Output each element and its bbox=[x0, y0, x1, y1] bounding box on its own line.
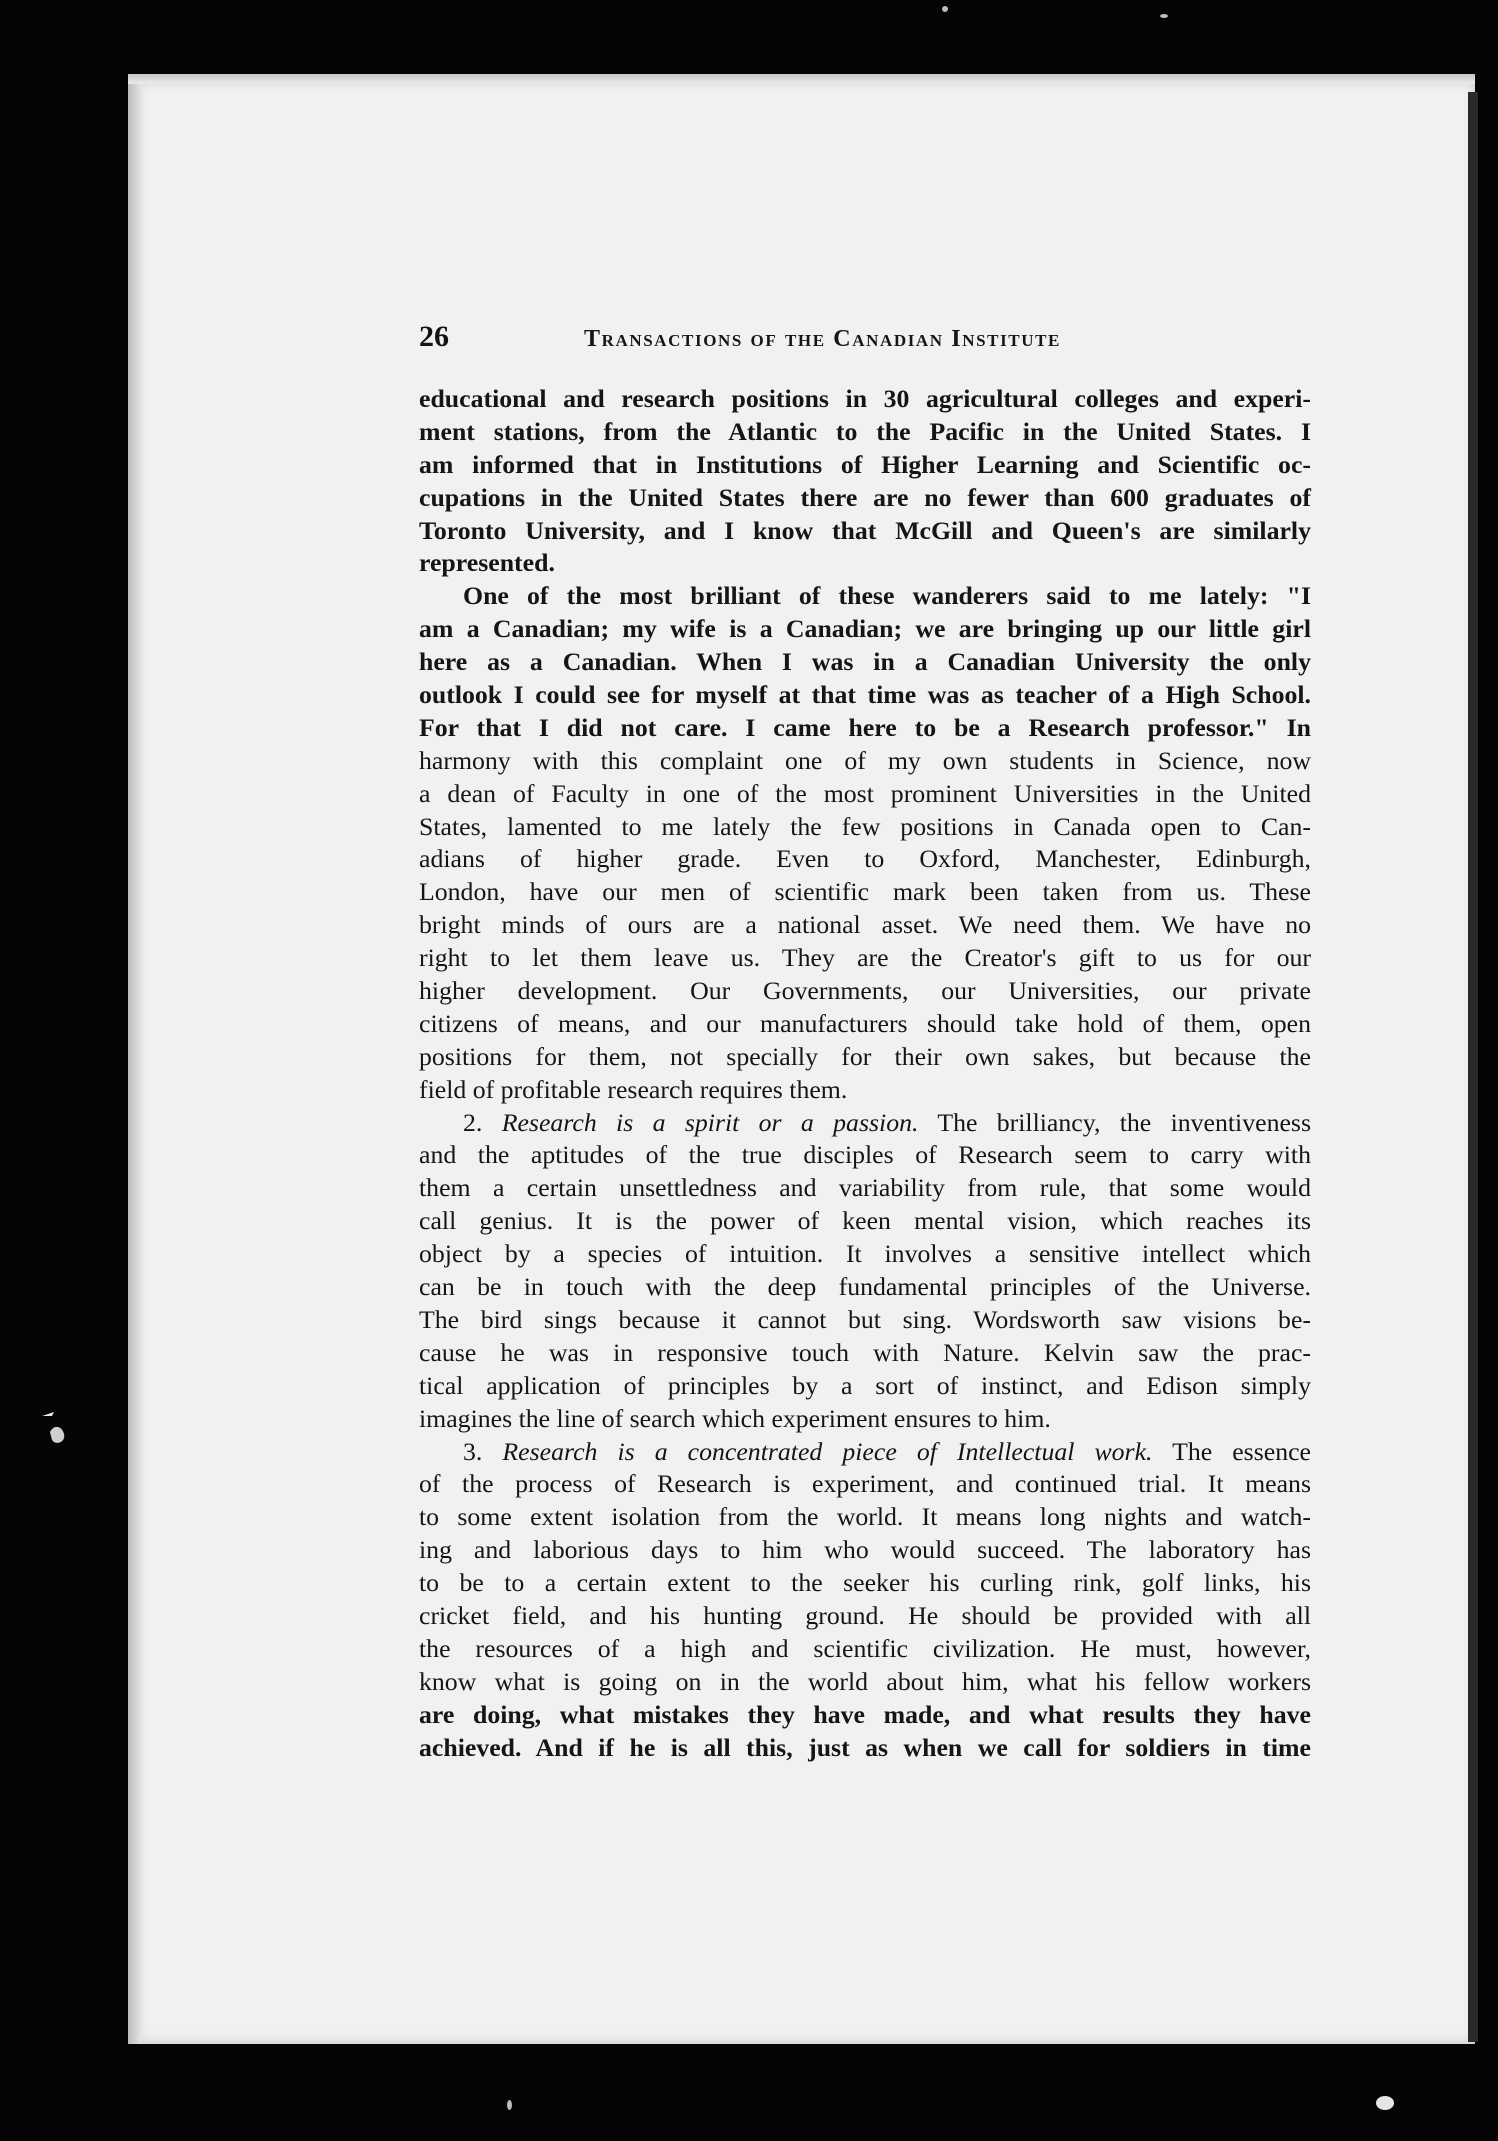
text-line: positions for them, not specially for their own sakes, but because the bbox=[419, 1041, 1311, 1071]
text-line: to be to a certain extent to the seeker his curling rink, golf links, his bbox=[419, 1568, 1311, 1598]
text-line: Toronto University, and I know that McGill and Queen's are similarly bbox=[419, 515, 1311, 545]
section-number: 3. bbox=[463, 1436, 483, 1466]
scan-speck bbox=[1160, 14, 1168, 18]
text-run: The brilliancy, the inventiveness bbox=[937, 1107, 1312, 1137]
text-line: here as a Canadian. When I was in a Canadian University the only bbox=[419, 647, 1311, 677]
text-line: cricket field, and his hunting ground. He should be provided with all bbox=[419, 1600, 1311, 1630]
text-line: London, have our men of scientific mark been taken from us. These bbox=[419, 877, 1311, 907]
page-top-shadow bbox=[128, 74, 1475, 84]
text-line: represented. bbox=[419, 548, 555, 578]
section-heading-line bbox=[419, 1436, 1311, 1469]
scan-speck bbox=[942, 6, 948, 12]
text-line: the resources of a high and scientific civilization. He must, however, bbox=[419, 1633, 1311, 1663]
text-line: adians of higher grade. Even to Oxford, Manchester, Edinburgh, bbox=[419, 844, 1311, 874]
section-number: 2. bbox=[463, 1107, 483, 1137]
text-line: object by a species of intuition. It involves a sensitive intellect which bbox=[419, 1239, 1311, 1269]
page-number: 26 bbox=[419, 320, 449, 353]
section-heading: Research is a spirit or a passion. bbox=[501, 1107, 919, 1137]
text-line: call genius. It is the power of keen mental vision, which reaches its bbox=[419, 1206, 1311, 1236]
text-line: cause he was in responsive touch with Nature. Kelvin saw the prac- bbox=[419, 1337, 1311, 1367]
text-line: right to let them leave us. They are the Creator's gift to us for our bbox=[419, 943, 1311, 973]
text-line: ing and laborious days to him who would succeed. The laboratory has bbox=[419, 1535, 1311, 1565]
text-line: achieved. And if he is all this, just as when we call for soldiers in time bbox=[419, 1732, 1311, 1762]
text-line: citizens of means, and our manufacturers should take hold of them, open bbox=[419, 1008, 1311, 1038]
running-title: Transactions of the Canadian Institute bbox=[584, 326, 1061, 352]
text-line: higher development. Our Governments, our Universities, our private bbox=[419, 976, 1311, 1006]
text-line: cupations in the United States there are no fewer than 600 graduates of bbox=[419, 482, 1311, 512]
scan-speck bbox=[1376, 2096, 1394, 2110]
text-line: tical application of principles by a sort of instinct, and Edison simply bbox=[419, 1370, 1311, 1400]
text-line: For that I did not care. I came here to be a Research professor." In bbox=[419, 712, 1311, 742]
text-line: States, lamented to me lately the few positions in Canada open to Can- bbox=[419, 811, 1311, 841]
text-line: imagines the line of search which experiment ensures to him. bbox=[419, 1403, 1051, 1433]
text-line: and the aptitudes of the true disciples of Research seem to carry with bbox=[419, 1140, 1311, 1170]
section-heading: Research is a concentrated piece of Intellectual work. bbox=[502, 1436, 1153, 1466]
text-line: are doing, what mistakes they have made, and what results they have bbox=[419, 1699, 1311, 1729]
page-right-edge bbox=[1468, 92, 1478, 2042]
text-line: a dean of Faculty in one of the most prominent Universities in the United bbox=[419, 778, 1311, 808]
text-line: to some extent isolation from the world. It means long nights and watch- bbox=[419, 1502, 1311, 1532]
page-gutter-shadow bbox=[128, 74, 142, 2044]
text-line: them a certain unsettledness and variability from rule, that some would bbox=[419, 1173, 1311, 1203]
scan-smudge-icon bbox=[40, 1410, 70, 1450]
text-line: am informed that in Institutions of Higher Learning and Scientific oc- bbox=[419, 449, 1311, 479]
text-line: field of profitable research requires them. bbox=[419, 1074, 848, 1104]
text-run: The essence bbox=[1172, 1436, 1312, 1466]
text-line: outlook I could see for myself at that time was as teacher of a High School. bbox=[419, 680, 1311, 710]
section-heading-line bbox=[419, 1107, 1311, 1140]
text-line: educational and research positions in 30 agricultural colleges and experi- bbox=[419, 384, 1311, 413]
text-line: harmony with this complaint one of my own students in Science, now bbox=[419, 745, 1311, 775]
text-line: can be in touch with the deep fundamental principles of the Universe. bbox=[419, 1272, 1311, 1302]
text-line: ment stations, from the Atlantic to the Pacific in the United States. I bbox=[419, 416, 1311, 446]
text-line: One of the most brilliant of these wanderers said to me lately: "I bbox=[463, 581, 1311, 611]
body-text bbox=[419, 383, 1311, 1764]
text-line: of the process of Research is experiment, and continued trial. It means bbox=[419, 1469, 1311, 1499]
text-line: bright minds of ours are a national asset. We need them. We have no bbox=[419, 910, 1311, 940]
scan-speck bbox=[507, 2100, 512, 2110]
text-line: The bird sings because it cannot but sing. Wordsworth saw visions be- bbox=[419, 1304, 1311, 1334]
text-line: am a Canadian; my wife is a Canadian; we are bringing up our little girl bbox=[419, 614, 1311, 644]
text-line: know what is going on in the world about him, what his fellow workers bbox=[419, 1666, 1311, 1696]
